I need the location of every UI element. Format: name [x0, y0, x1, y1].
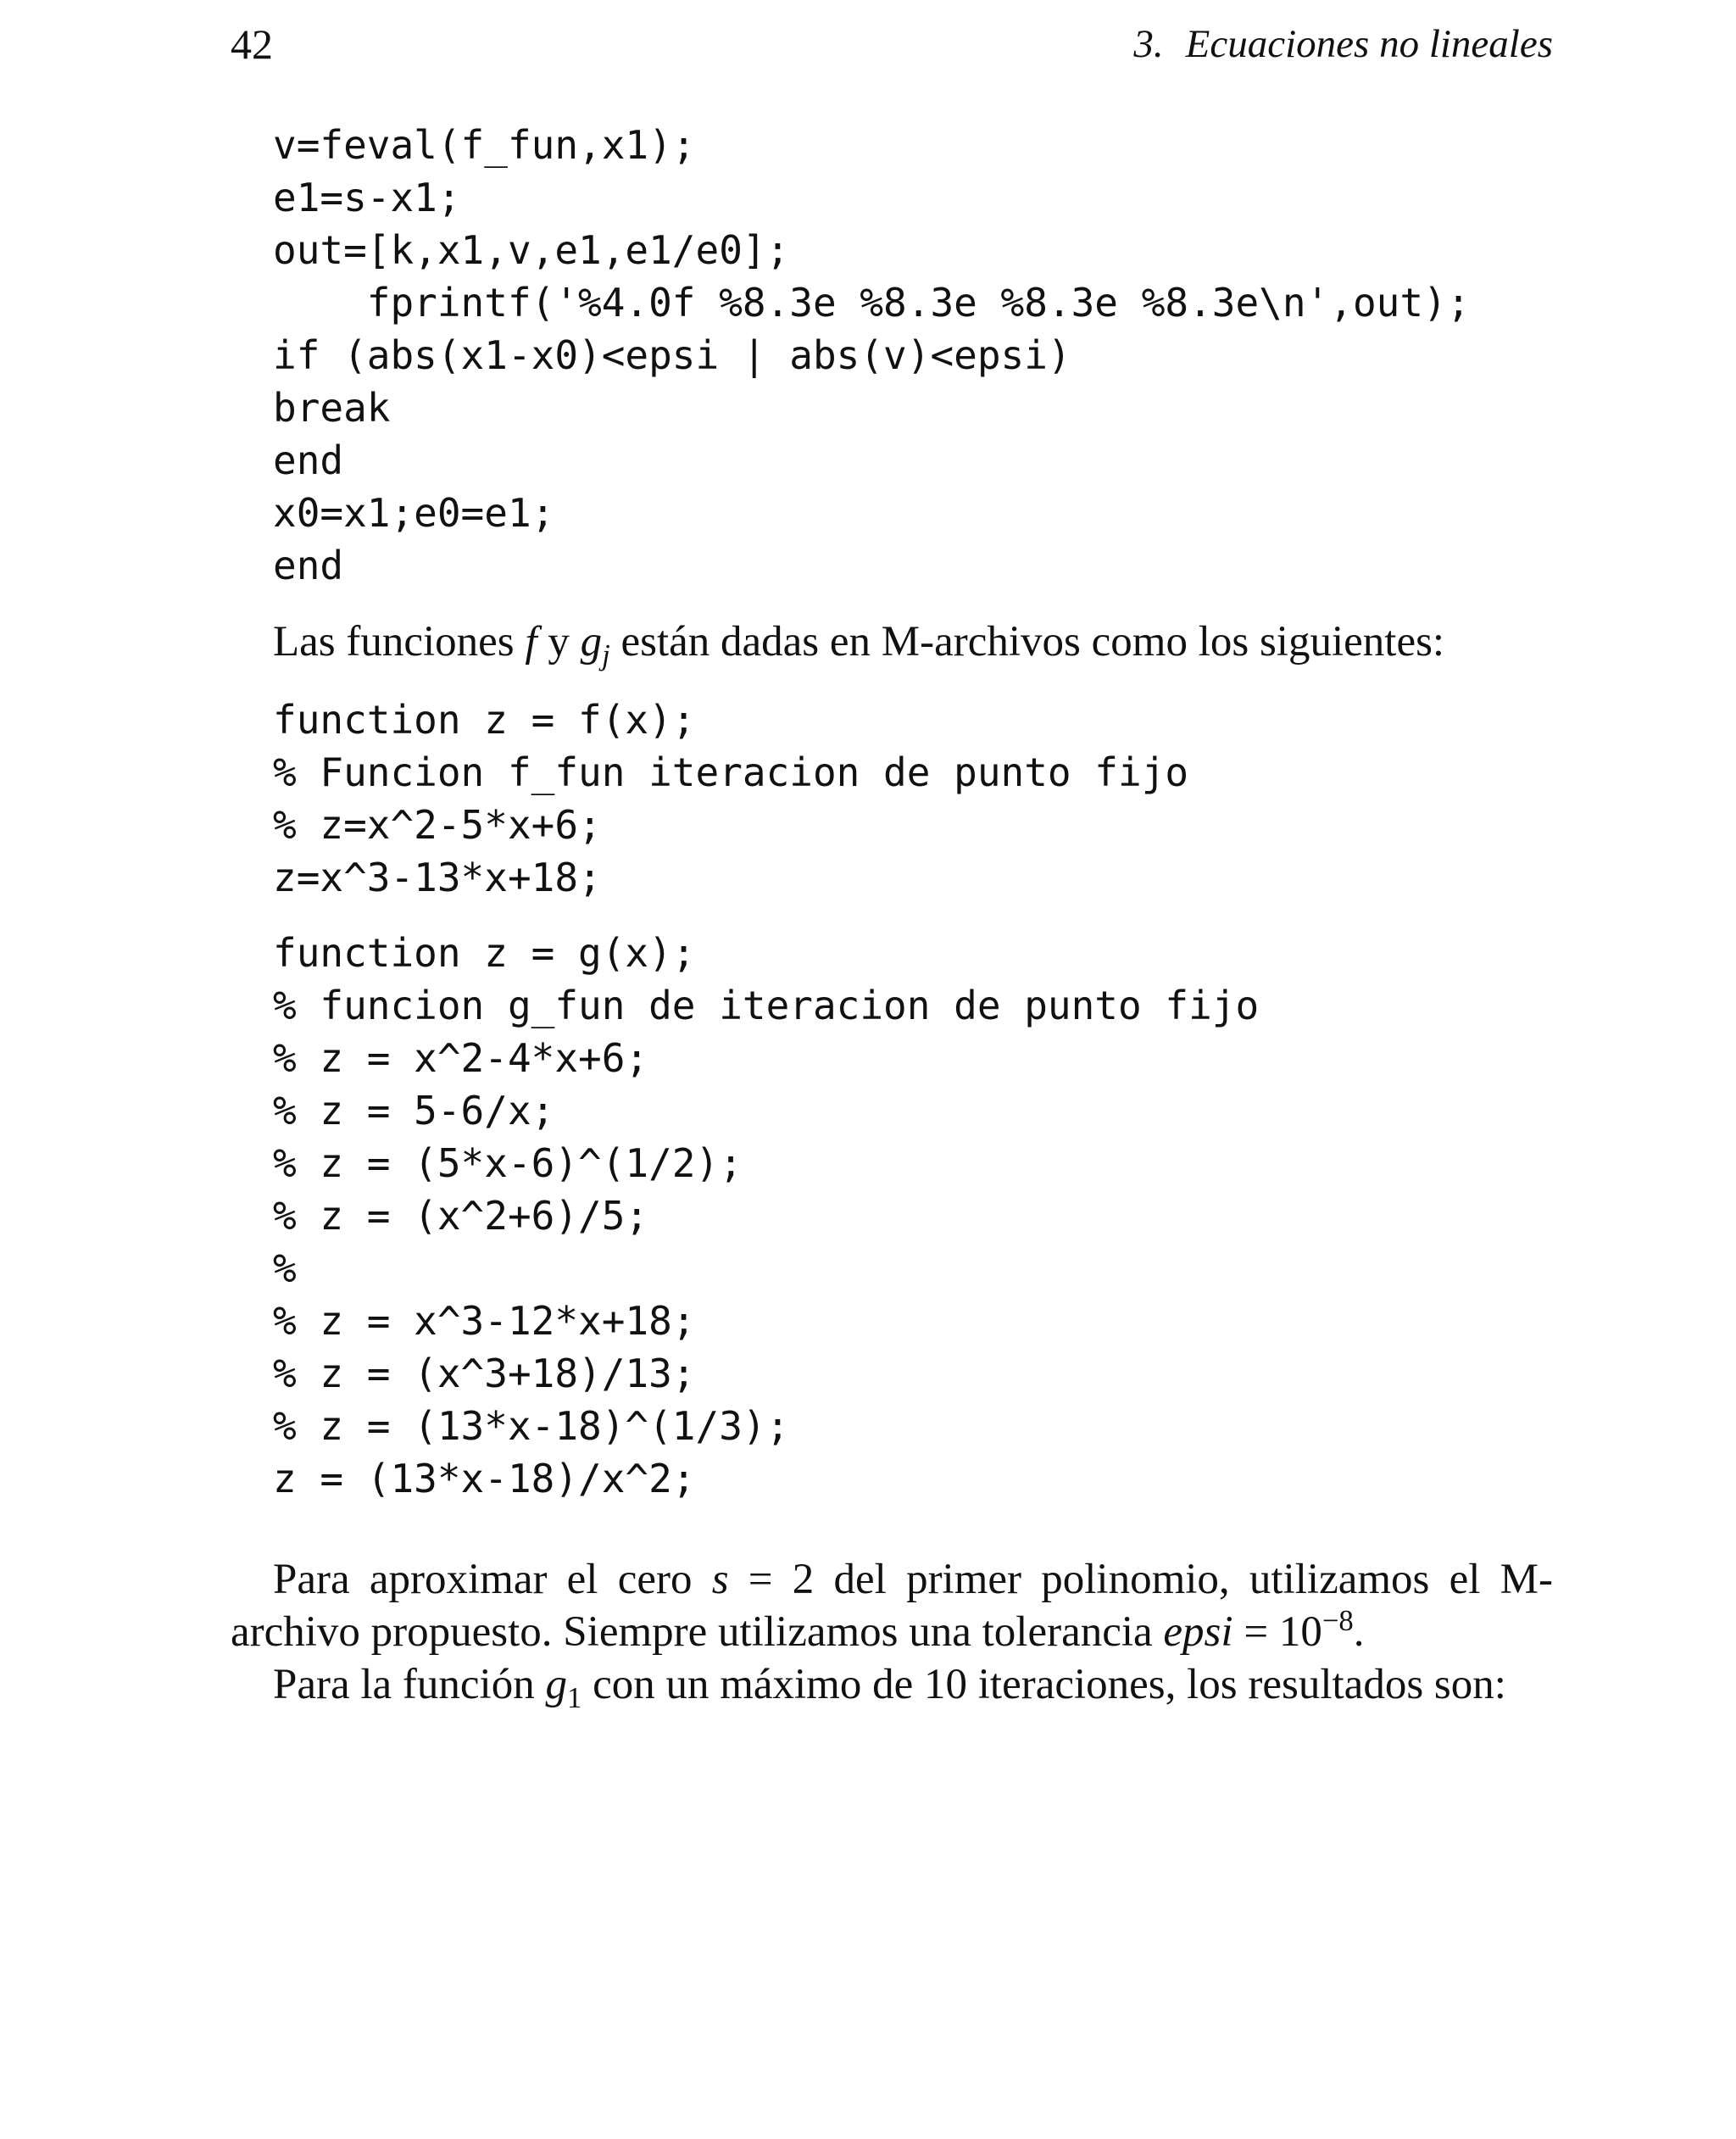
paragraph-text: Para la función: [273, 1661, 546, 1708]
code-block-f-function: [273, 694, 1188, 904]
code-line: % z = (13*x-18)^(1/3);: [273, 1403, 790, 1449]
math-g1: g: [545, 1661, 567, 1708]
code-line: z=x^3-13*x+18;: [273, 855, 602, 900]
code-line: % funcion g_fun de iteracion de punto fijo: [273, 983, 1260, 1028]
code-line: function z = f(x);: [273, 697, 696, 743]
code-line: % z = 5-6/x;: [273, 1088, 555, 1134]
math-s: s: [711, 1556, 729, 1603]
math-exponent: −8: [1321, 1604, 1354, 1637]
code-line: % z = (x^3+18)/13;: [273, 1351, 696, 1396]
math-epsi: epsi: [1163, 1608, 1233, 1656]
code-line: % z = x^2-4*x+6;: [273, 1035, 649, 1081]
code-line: % z = x^3-12*x+18;: [273, 1298, 696, 1344]
code-line: end: [273, 543, 344, 588]
code-line: if (abs(x1-x0)<epsi | abs(v)<epsi): [273, 332, 1071, 378]
math-f: f: [525, 618, 537, 666]
code-line: x0=x1;e0=e1;: [273, 490, 555, 536]
intro-text: Las funciones: [273, 618, 526, 666]
intro-text: y: [537, 618, 581, 666]
intro-sentence: [273, 616, 1553, 672]
code-line: out=[k,x1,v,e1,e1/e0];: [273, 227, 790, 273]
chapter-title: Ecuaciones no lineales: [1185, 22, 1553, 66]
code-line: z = (13*x-18)/x^2;: [273, 1456, 696, 1501]
intro-text: están dadas en M-archivos como los siguientes:: [609, 618, 1445, 666]
math-g1-subscript: 1: [566, 1681, 582, 1715]
code-line: break: [273, 385, 391, 431]
code-block-g-function: [273, 927, 1259, 1505]
paragraph-tolerance: [231, 1553, 1553, 1658]
chapter-number: 3.: [1133, 22, 1164, 66]
code-line: function z = g(x);: [273, 930, 696, 976]
running-head: [1133, 19, 1553, 70]
code-line: % Funcion f_fun iteracion de punto fijo: [273, 749, 1189, 795]
math-g: g: [580, 618, 603, 666]
code-block-loop: [273, 119, 1470, 592]
page-number: 42: [231, 20, 273, 68]
paragraph-text: Para aproximar el cero: [273, 1556, 712, 1603]
code-line: e1=s-x1;: [273, 175, 461, 220]
code-line: % z = (x^2+6)/5;: [273, 1193, 649, 1239]
math-g-subscript: j: [602, 638, 610, 672]
code-line: % z = (5*x-6)^(1/2);: [273, 1140, 743, 1186]
paragraph-results: [231, 1658, 1553, 1715]
code-line: v=feval(f_fun,x1);: [273, 122, 696, 168]
paragraph-text: .: [1353, 1608, 1365, 1656]
paragraph-text: = 10: [1232, 1608, 1322, 1656]
code-line: end: [273, 437, 344, 483]
page-header: [231, 19, 1553, 70]
paragraph-text: = 2 del primer polinomio, utilizamos el M-archivo propuesto. Siempre utilizamos una tolerancia: [231, 1556, 1553, 1656]
code-line: % z=x^2-5*x+6;: [273, 802, 602, 848]
code-line: %: [273, 1245, 297, 1291]
body-paragraphs: [231, 1553, 1553, 1715]
paragraph-text: con un máximo de 10 iteraciones, los resultados son:: [581, 1661, 1506, 1708]
code-line: fprintf('%4.0f %8.3e %8.3e %8.3e %8.3e\n',out);: [273, 280, 1471, 326]
